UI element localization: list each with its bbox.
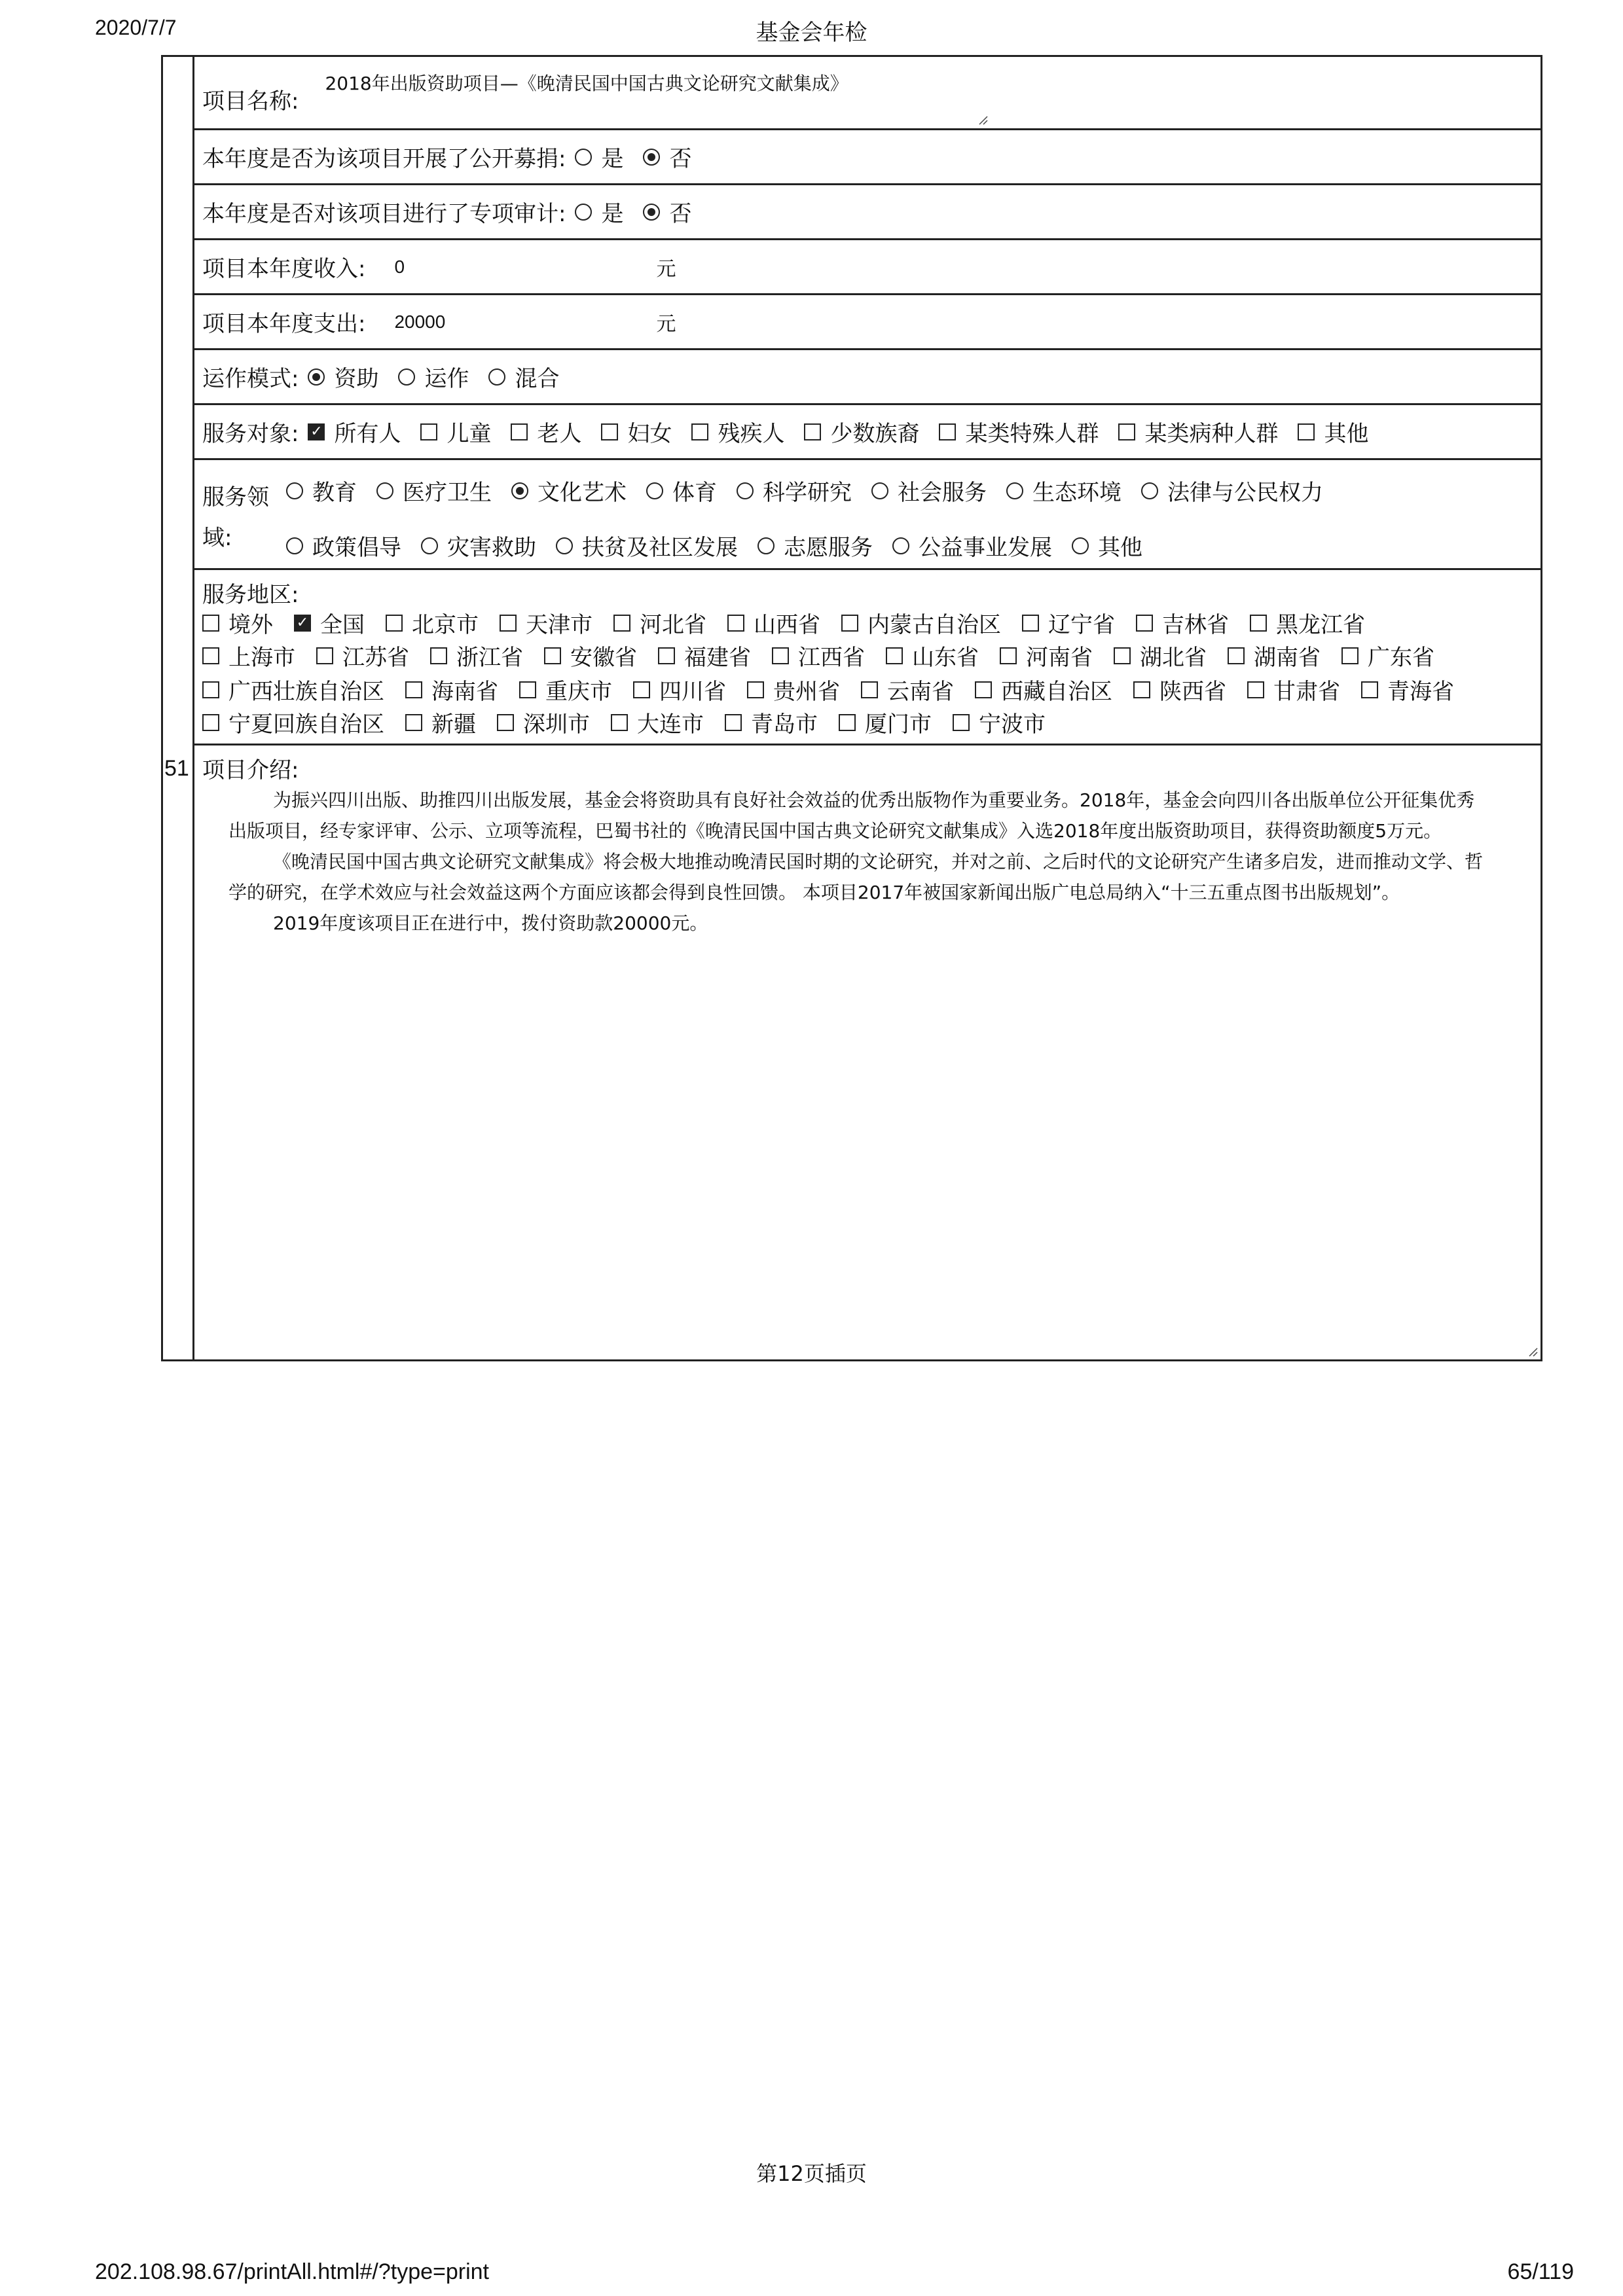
operation-mode-row [194,350,1541,405]
checkbox-icon [861,681,878,698]
radio-option[interactable] [1006,475,1122,507]
radio-label: 志愿服务 [784,535,873,561]
checkbox-label: 吉林省 [1162,612,1229,638]
checkbox-option[interactable] [886,639,979,672]
checkbox-label: 青岛市 [751,711,818,738]
audit-no-option[interactable]: 否 [643,196,691,228]
checkbox-option[interactable] [1114,639,1207,672]
checkbox-icon [1250,615,1267,632]
checkbox-option[interactable] [1250,607,1365,639]
checkbox-icon [886,647,903,664]
region-line [202,639,1455,672]
special-audit-row [194,185,1541,240]
checkbox-option[interactable] [691,416,784,448]
checkbox-label: 陕西省 [1159,679,1226,705]
checkbox-icon [430,647,447,664]
expense-row [194,295,1541,350]
radio-icon [892,537,909,554]
radio-option[interactable] [421,529,536,562]
page-title: 基金会年检 [756,20,867,46]
radio-selected-icon [511,482,528,499]
checkbox-icon [386,615,403,632]
checkbox-icon [1114,647,1131,664]
row-index: 51 [164,756,189,781]
checkbox-icon [975,681,992,698]
checkbox-label: 残疾人 [718,421,785,447]
project-name-value[interactable]: 2018年出版资助项目—《晚清民国中国古典文论研究文献集成》 [325,73,848,94]
radio-icon [575,149,592,166]
checkbox-option[interactable] [727,607,820,639]
radio-label: 公益事业发展 [919,535,1052,561]
intro-paragraph: 《晚清民国中国古典文论研究文献集成》将会极大地推动晚清民国时期的文论研究，并对之前、之后时代的文论研究产生诸多启发，进而推动文学、哲 [273,851,1484,872]
service-region-row [194,570,1541,745]
fundraising-yes-option[interactable]: 是 [575,141,623,173]
public-fundraising-row [194,130,1541,185]
checkbox-option[interactable] [1228,639,1321,672]
checkbox-label: 湖南省 [1254,645,1321,671]
checkbox-label: 江苏省 [342,645,409,671]
radio-option[interactable] [757,529,873,562]
radio-label: 政策倡导 [312,535,401,561]
checkbox-icon [500,615,517,632]
intro-paragraph: 出版项目，经专家评审、公示、立项等流程，巴蜀书社的《晚清民国中国古典文论研究文献集成》入选2018年度出版资助项目，获得资助额度5万元。 [228,820,1442,842]
mode-mixed-option[interactable]: 混合 [488,361,559,393]
checkbox-label: 四川省 [659,679,726,705]
project-record-table [161,55,1542,1361]
service-target-row [194,405,1541,460]
checkbox-icon [747,681,764,698]
radio-icon [757,537,775,554]
radio-icon [286,482,303,499]
checkbox-icon [727,615,744,632]
radio-icon [376,482,393,499]
radio-icon [556,537,573,554]
checkbox-label: 黑龙江省 [1276,612,1365,638]
checkbox-icon [497,714,514,731]
project-fields [194,57,1541,1359]
checkbox-option[interactable] [497,706,590,738]
checkbox-icon [202,681,219,698]
checkbox-label: 全国 [320,612,365,638]
checkbox-icon [953,714,970,731]
checkbox-icon [202,615,219,632]
checkbox-option[interactable] [386,607,479,639]
radio-icon [1072,537,1089,554]
checkbox-option[interactable] [405,706,476,738]
resize-handle-icon[interactable] [977,115,988,125]
checkbox-option[interactable] [601,416,672,448]
checkbox-option[interactable] [202,706,384,738]
checkbox-icon [519,681,536,698]
resize-handle-icon[interactable] [1527,1346,1538,1357]
checkbox-icon [1228,647,1245,664]
fundraising-no-option[interactable]: 否 [643,141,691,173]
checkbox-label: 云南省 [887,679,954,705]
checkbox-option[interactable] [939,416,1099,448]
checkbox-option[interactable] [430,639,523,672]
radio-option[interactable] [871,475,987,507]
checkbox-icon [658,647,675,664]
checkbox-label: 广东省 [1368,645,1434,671]
print-url: 202.108.98.67/printAll.html#/?type=print [95,2259,490,2284]
region-line [202,607,1386,639]
radio-option[interactable] [892,529,1052,562]
checkbox-label: 某类特殊人群 [965,421,1099,447]
checkbox-label: 宁夏回族自治区 [228,711,384,738]
checkbox-option[interactable] [804,416,919,448]
checkbox-option[interactable] [772,639,865,672]
checkbox-option[interactable] [633,673,726,706]
radio-label: 科学研究 [763,480,852,506]
checkbox-option[interactable] [613,607,706,639]
checkbox-label: 妇女 [627,421,672,447]
radio-label: 其他 [1098,535,1142,561]
special-audit-label: 本年度是否对该项目进行了专项审计: [202,201,566,227]
checkbox-icon [316,647,333,664]
checkbox-label: 少数族裔 [830,421,920,447]
checkbox-label: 儿童 [447,421,492,447]
checkbox-label: 天津市 [526,612,593,638]
checkbox-label: 北京市 [412,612,479,638]
checkbox-icon [1136,615,1153,632]
service-field-row [194,460,1541,570]
checkbox-label: 安徽省 [570,645,637,671]
checkbox-label: 厦门市 [865,711,932,738]
checkbox-icon [1022,615,1039,632]
checkbox-label: 广西壮族自治区 [228,679,384,705]
checkbox-icon [1133,681,1150,698]
radio-selected-icon [308,368,325,386]
checkbox-icon [202,714,219,731]
checkbox-icon [691,423,708,440]
income-label: 项目本年度收入: [202,256,366,282]
checkbox-option[interactable] [1247,673,1340,706]
radio-option[interactable] [1072,529,1142,562]
checkbox-option[interactable] [1022,607,1115,639]
radio-label: 教育 [312,480,357,506]
checkbox-label: 宁波市 [979,711,1046,738]
region-line [202,673,1475,706]
project-intro-text[interactable] [228,785,1571,939]
checkbox-label: 内蒙古自治区 [867,612,1001,638]
checkbox-label: 西藏自治区 [1001,679,1112,705]
income-row [194,240,1541,295]
checkbox-option[interactable] [1341,639,1434,672]
checkbox-icon [544,647,561,664]
income-unit: 元 [656,257,676,281]
checkbox-label: 河北省 [640,612,706,638]
radio-label: 社会服务 [898,480,987,506]
checkbox-label: 某类病种人群 [1144,421,1279,447]
checkbox-checked-icon [294,615,311,632]
service-field-label: 服务领域: [202,484,269,551]
checkbox-option[interactable] [658,639,751,672]
radio-option[interactable] [737,475,852,507]
checkbox-label: 河南省 [1026,645,1093,671]
checkbox-icon [839,714,856,731]
checkbox-label: 其他 [1324,421,1369,447]
checkbox-icon [202,647,219,664]
radio-option[interactable] [286,529,401,562]
checkbox-icon [420,423,437,440]
checkbox-icon [1000,647,1017,664]
page-note: 第12页插页 [756,2161,867,2186]
checkbox-option[interactable] [519,673,612,706]
expense-unit: 元 [656,312,676,336]
radio-option[interactable] [1141,475,1323,507]
radio-label: 灾害救助 [447,535,536,561]
radio-icon [398,368,415,386]
radio-label: 扶贫及社区发展 [582,535,738,561]
radio-option[interactable] [556,529,738,562]
checkbox-icon [939,423,956,440]
radio-option[interactable] [286,475,357,507]
checkbox-checked-icon [308,423,325,440]
project-name-row [194,57,1541,130]
project-intro-row [194,745,1541,1359]
checkbox-option[interactable] [202,639,295,672]
checkbox-option[interactable] [839,706,932,738]
intro-paragraph: 2019年度该项目正在进行中，拨付资助款20000元。 [273,912,708,934]
checkbox-option[interactable] [725,706,818,738]
checkbox-option[interactable] [308,416,401,448]
checkbox-icon [1247,681,1264,698]
checkbox-option[interactable] [511,416,581,448]
radio-label: 文化艺术 [538,480,627,506]
project-name-label: 项目名称: [202,88,299,115]
checkbox-label: 山西省 [754,612,820,638]
checkbox-label: 重庆市 [545,679,612,705]
checkbox-icon [1298,423,1315,440]
checkbox-icon [1341,647,1359,664]
checkbox-label: 大连市 [637,711,704,738]
intro-paragraph: 学的研究，在学术效应与社会效益这两个方面应该都会得到良性回馈。 本项目2017年被国家新闻出版广电总局纳入“十三五重点图书出版规划”。 [228,882,1400,903]
checkbox-label: 老人 [537,421,582,447]
audit-yes-option[interactable]: 是 [575,196,623,228]
expense-value[interactable]: 20000 [394,311,446,332]
public-fundraising-label: 本年度是否为该项目开展了公开募捐: [202,146,566,172]
service-target-label: 服务对象: [202,421,299,447]
print-date: 2020/7/7 [95,16,177,39]
radio-icon [871,482,888,499]
checkbox-label: 青海省 [1387,679,1454,705]
radio-label: 体育 [672,480,717,506]
checkbox-option[interactable] [1133,673,1226,706]
radio-option[interactable] [646,475,717,507]
row-index-column [163,57,194,1359]
checkbox-option[interactable] [1298,416,1368,448]
radio-icon [1141,482,1158,499]
checkbox-option[interactable] [202,607,273,639]
checkbox-option[interactable] [316,639,409,672]
checkbox-icon [633,681,650,698]
intro-paragraph: 为振兴四川出版、助推四川出版发展，基金会将资助具有良好社会效益的优秀出版物作为重要业务。2018年，基金会向四川各出版单位公开征集优秀 [273,789,1475,811]
checkbox-option[interactable] [975,673,1112,706]
radio-icon [1006,482,1023,499]
checkbox-icon [841,615,858,632]
checkbox-option[interactable] [1361,673,1454,706]
page-count: 65/119 [1507,2259,1574,2284]
checkbox-icon [611,714,628,731]
operation-mode-label: 运作模式: [202,366,299,392]
checkbox-option[interactable] [861,673,954,706]
checkbox-label: 浙江省 [456,645,523,671]
checkbox-label: 深圳市 [523,711,590,738]
radio-icon [488,368,505,386]
region-line [202,706,1067,738]
checkbox-option[interactable] [202,673,384,706]
checkbox-label: 新疆 [431,711,476,738]
checkbox-option[interactable] [1136,607,1229,639]
mode-funding-option[interactable]: 资助 [308,361,378,393]
checkbox-label: 海南省 [431,679,498,705]
checkbox-icon [613,615,630,632]
radio-option[interactable] [511,475,627,507]
checkbox-label: 江西省 [798,645,865,671]
radio-icon [286,537,303,554]
checkbox-icon [405,714,422,731]
mode-operation-option[interactable]: 运作 [398,361,469,393]
checkbox-icon [1361,681,1378,698]
radio-icon [575,204,592,221]
expense-label: 项目本年度支出: [202,311,366,337]
checkbox-label: 所有人 [334,421,401,447]
checkbox-icon [1118,423,1135,440]
checkbox-icon [772,647,789,664]
radio-label: 法律与公民权力 [1167,480,1323,506]
checkbox-label: 境外 [228,612,273,638]
checkbox-icon [405,681,422,698]
radio-selected-icon [643,204,660,221]
checkbox-option[interactable] [747,673,840,706]
checkbox-label: 上海市 [228,645,295,671]
radio-icon [646,482,663,499]
checkbox-label: 辽宁省 [1048,612,1115,638]
checkbox-option[interactable] [1000,639,1093,672]
income-value[interactable]: 0 [394,256,405,277]
checkbox-label: 湖北省 [1140,645,1207,671]
checkbox-icon [725,714,742,731]
checkbox-option[interactable] [500,607,593,639]
radio-selected-icon [643,149,660,166]
checkbox-option[interactable] [953,706,1046,738]
checkbox-label: 甘肃省 [1273,679,1340,705]
project-intro-label: 项目介绍: [202,757,299,783]
checkbox-option[interactable] [841,607,1001,639]
checkbox-option[interactable] [405,673,498,706]
checkbox-option[interactable] [420,416,491,448]
checkbox-icon [601,423,618,440]
checkbox-icon [511,423,528,440]
checkbox-label: 山东省 [912,645,979,671]
service-region-label: 服务地区: [202,582,299,608]
checkbox-option[interactable] [1118,416,1278,448]
radio-icon [737,482,754,499]
checkbox-icon [804,423,821,440]
radio-option[interactable] [376,475,492,507]
radio-label: 医疗卫生 [403,480,492,506]
checkbox-option[interactable] [294,607,365,639]
checkbox-option[interactable] [544,639,637,672]
checkbox-label: 福建省 [684,645,751,671]
radio-icon [421,537,438,554]
radio-label: 生态环境 [1032,480,1122,506]
checkbox-label: 贵州省 [773,679,840,705]
checkbox-option[interactable] [611,706,704,738]
